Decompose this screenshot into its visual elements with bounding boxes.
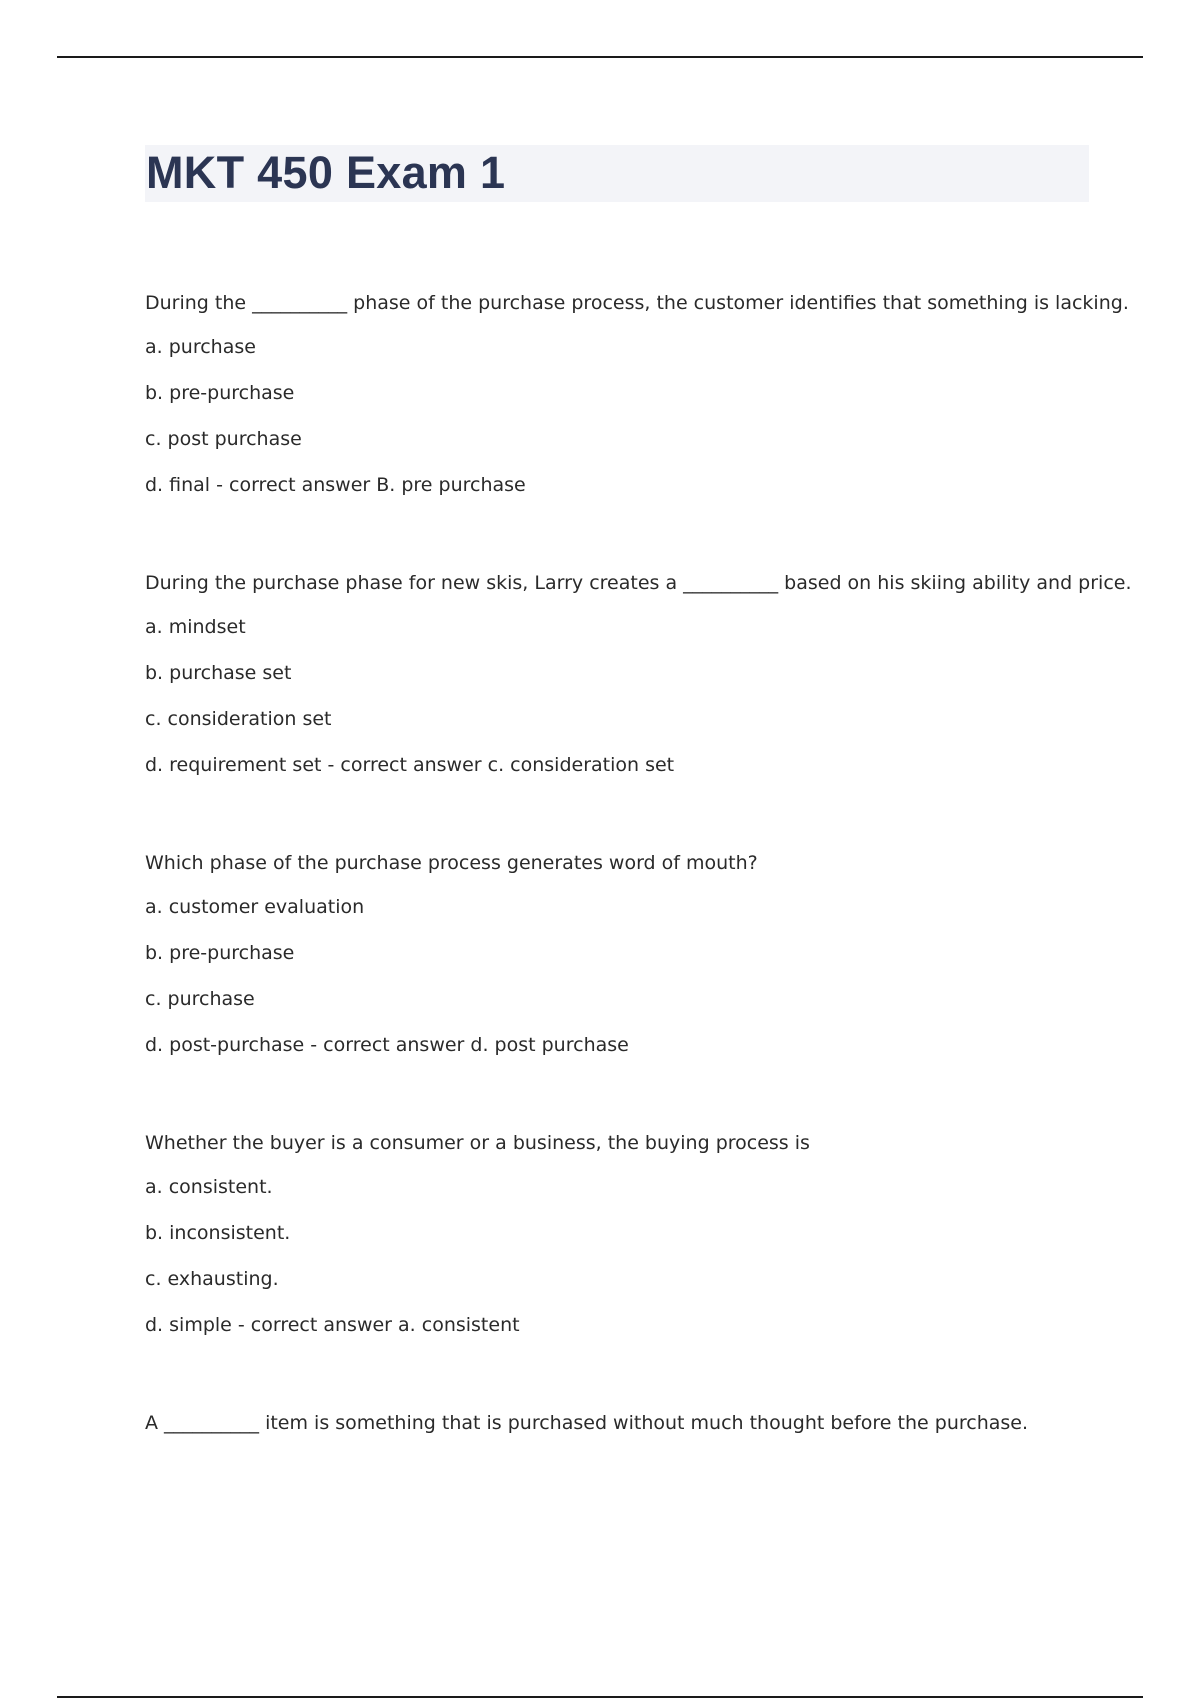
answer-option-with-key: d. final - correct answer B. pre purchase [145,474,526,496]
answer-option-with-key: d. requirement set - correct answer c. consideration set [145,754,675,776]
answer-option: b. purchase set [145,662,292,684]
answer-option: b. pre-purchase [145,942,295,964]
document-title: MKT 450 Exam 1 [146,147,506,198]
answer-option: a. mindset [145,616,246,638]
answer-option: c. purchase [145,988,255,1010]
question-prompt: During the __________ phase of the purchase process, the customer identifies that something is lacking. [145,292,1129,314]
answer-option: b. inconsistent. [145,1222,291,1244]
question-1 [145,290,1129,498]
footer-rule [57,1696,1143,1698]
answer-option-with-key: d. simple - correct answer a. consistent [145,1314,520,1336]
question-prompt: A __________ item is something that is purchased without much thought before the purchase. [145,1412,1029,1434]
answer-option-with-key: d. post-purchase - correct answer d. post purchase [145,1034,629,1056]
answer-option: c. post purchase [145,428,302,450]
answer-option: c. consideration set [145,708,332,730]
answer-option: a. purchase [145,336,256,358]
answer-option: b. pre-purchase [145,382,295,404]
question-4 [145,1130,1105,1338]
answer-option: a. customer evaluation [145,896,365,918]
question-prompt: During the purchase phase for new skis, Larry creates a __________ based on his skiing ability and price. [145,572,1132,594]
header-rule [57,56,1143,58]
answer-option: a. consistent. [145,1176,273,1198]
question-5 [145,1410,1105,1436]
question-3 [145,850,1105,1058]
answer-option: c. exhausting. [145,1268,279,1290]
question-2 [145,570,1132,778]
question-list [145,290,1132,1508]
question-prompt: Whether the buyer is a consumer or a business, the buying process is [145,1132,810,1154]
question-prompt: Which phase of the purchase process generates word of mouth? [145,852,758,874]
